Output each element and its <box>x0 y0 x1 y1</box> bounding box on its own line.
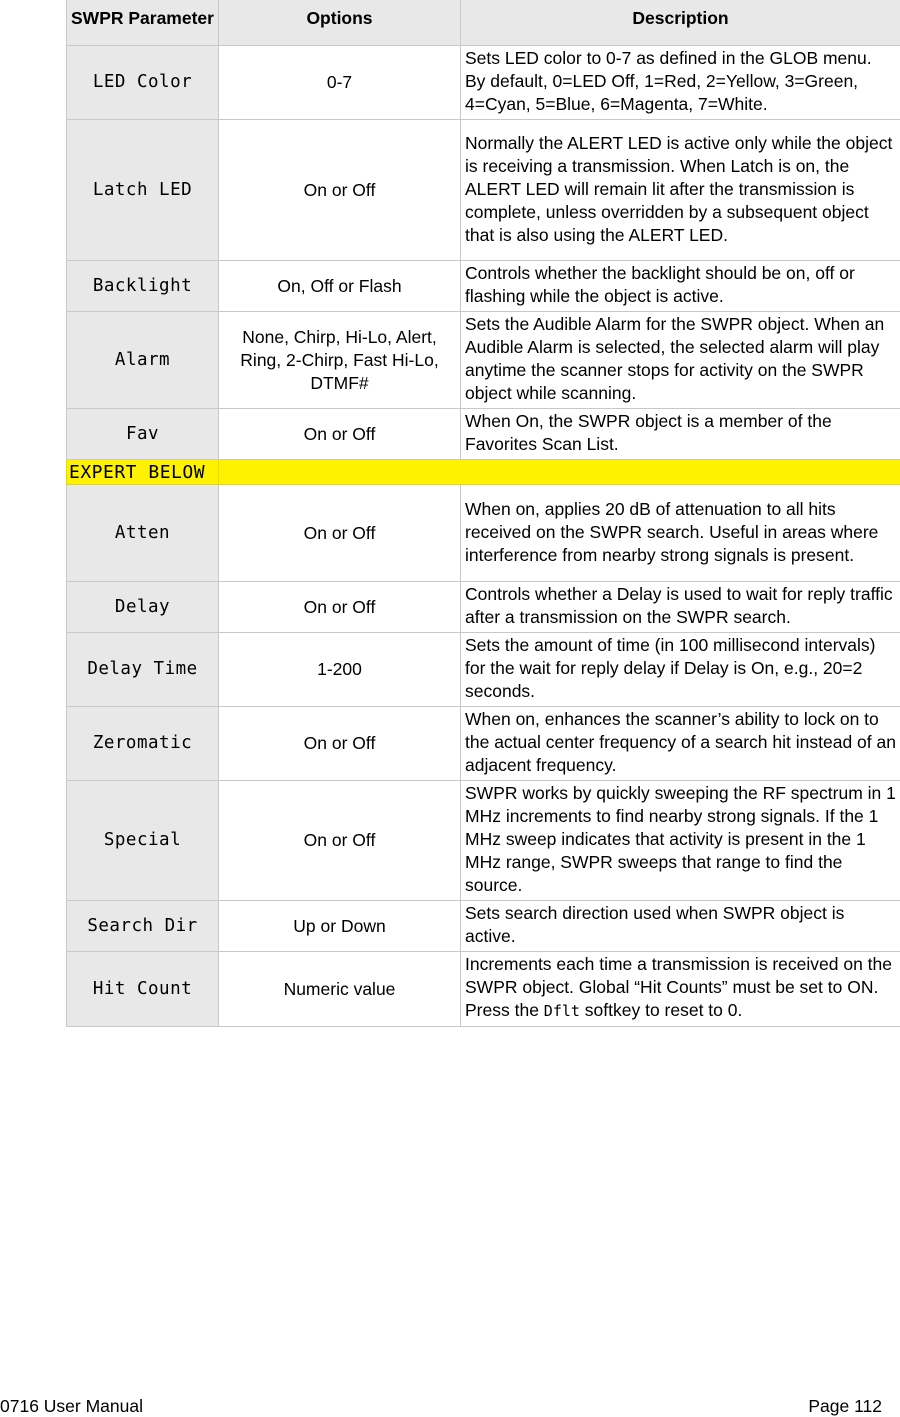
param-description: When on, applies 20 dB of attenuation to all hits received on the SWPR search. Useful in areas where interference from nearby strong signals is present. <box>461 485 900 582</box>
footer-manual-title: 0716 User Manual <box>0 1396 143 1416</box>
header-description: Description <box>461 0 900 46</box>
param-options: 0-7 <box>219 46 461 120</box>
param-name: Backlight <box>67 261 219 312</box>
param-name: LED Color <box>67 46 219 120</box>
param-options: None, Chirp, Hi-Lo, Alert, Ring, 2-Chirp, Fast Hi-Lo, DTMF# <box>219 312 461 409</box>
table-row <box>67 707 900 781</box>
table-row <box>67 312 900 409</box>
param-description: When on, enhances the scanner’s ability to lock on to the actual center frequency of a search hit instead of an adjacent frequency. <box>461 707 900 781</box>
param-options: On or Off <box>219 485 461 582</box>
table-row <box>67 409 900 460</box>
param-options: On, Off or Flash <box>219 261 461 312</box>
expert-below-row <box>67 460 900 485</box>
param-options: On or Off <box>219 120 461 261</box>
param-description: Controls whether a Delay is used to wait for reply traffic after a transmission on the SWPR search. <box>461 582 900 633</box>
param-name: Latch LED <box>67 120 219 261</box>
table-row <box>67 901 900 952</box>
param-description: Normally the ALERT LED is active only while the object is receiving a transmission. When Latch is on, the ALERT LED will remain lit after the transmission is complete, unless overridden by a subsequent object that is also using the ALERT LED. <box>461 120 900 261</box>
table-row <box>67 485 900 582</box>
header-parameter: SWPR Parameter <box>67 0 219 46</box>
param-options: On or Off <box>219 781 461 901</box>
hit-count-desc-before: Increments each time a transmission is received on the SWPR object. Global “Hit Counts” must be set to ON. Press the <box>465 954 892 1020</box>
expert-below-label: EXPERT BELOW <box>67 460 219 485</box>
param-name: Alarm <box>67 312 219 409</box>
param-name: Zeromatic <box>67 707 219 781</box>
table-row <box>67 781 900 901</box>
header-options: Options <box>219 0 461 46</box>
param-description: Sets search direction used when SWPR object is active. <box>461 901 900 952</box>
param-options: On or Off <box>219 409 461 460</box>
param-description: Sets the Audible Alarm for the SWPR object. When an Audible Alarm is selected, the selected alarm will play anytime the scanner stops for activity on the SWPR object while scanning. <box>461 312 900 409</box>
table-row <box>67 582 900 633</box>
param-description: Sets the amount of time (in 100 millisecond intervals) for the wait for reply delay if Delay is On, e.g., 20=2 seconds. <box>461 633 900 707</box>
table-row <box>67 46 900 120</box>
param-name: Search Dir <box>67 901 219 952</box>
param-name: Special <box>67 781 219 901</box>
table-row <box>67 952 900 1027</box>
table-header-row <box>67 0 900 46</box>
dflt-softkey-label: Dflt <box>543 1002 580 1020</box>
param-name: Delay <box>67 582 219 633</box>
footer-page-number: Page 112 <box>808 1396 882 1416</box>
expert-below-fill <box>219 460 900 485</box>
hit-count-desc-after: softkey to reset to 0. <box>579 1000 743 1020</box>
param-description: When On, the SWPR object is a member of the Favorites Scan List. <box>461 409 900 460</box>
param-name: Delay Time <box>67 633 219 707</box>
param-description <box>461 952 900 1027</box>
table-row <box>67 633 900 707</box>
param-name: Fav <box>67 409 219 460</box>
param-options: On or Off <box>219 707 461 781</box>
param-description: Sets LED color to 0-7 as defined in the GLOB menu. By default, 0=LED Off, 1=Red, 2=Yellow, 3=Green, 4=Cyan, 5=Blue, 6=Magenta, 7=White. <box>461 46 900 120</box>
param-options: Numeric value <box>219 952 461 1027</box>
param-description: Controls whether the backlight should be on, off or flashing while the object is active. <box>461 261 900 312</box>
param-description: SWPR works by quickly sweeping the RF spectrum in 1 MHz increments to find nearby strong signals. If the 1 MHz sweep indicates that activity is present in the 1 MHz range, SWPR sweeps that range to find the source. <box>461 781 900 901</box>
swpr-parameter-table <box>66 0 900 1027</box>
param-options: On or Off <box>219 582 461 633</box>
param-options: Up or Down <box>219 901 461 952</box>
param-name: Hit Count <box>67 952 219 1027</box>
table-row <box>67 120 900 261</box>
param-options: 1-200 <box>219 633 461 707</box>
param-name: Atten <box>67 485 219 582</box>
table-row <box>67 261 900 312</box>
